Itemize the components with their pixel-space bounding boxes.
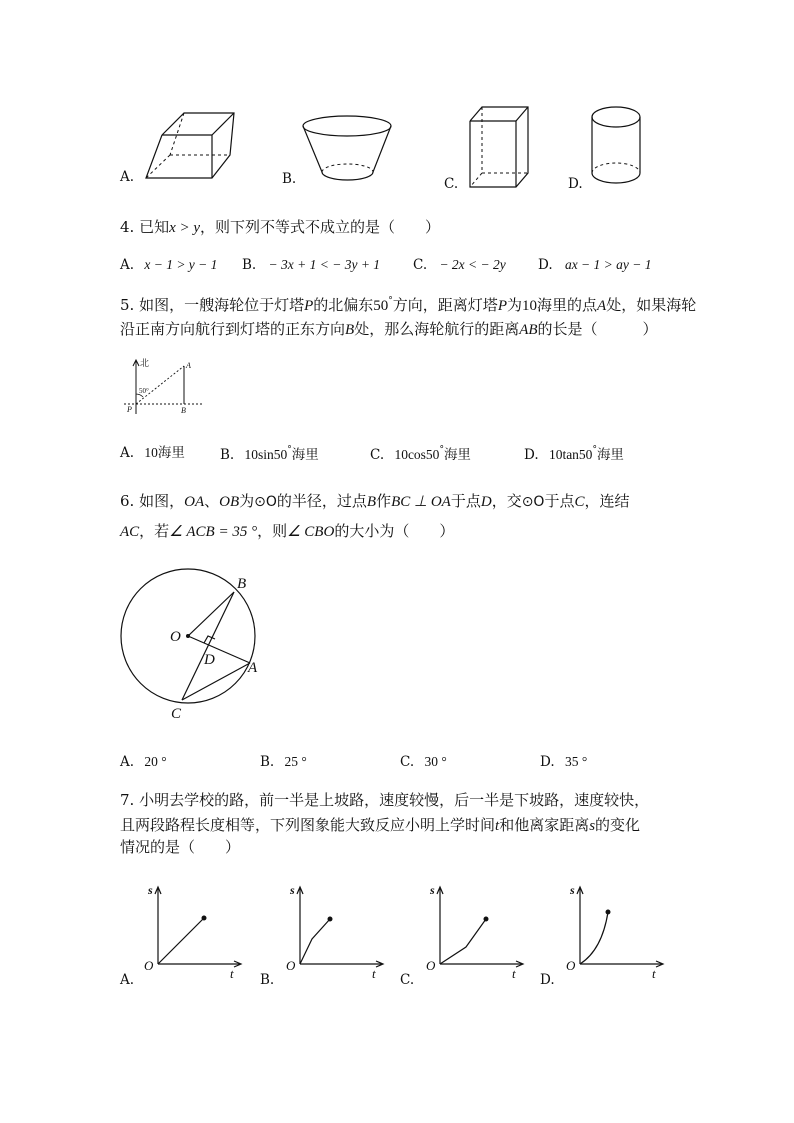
q7-graph-b-origin: O (286, 958, 296, 973)
q7-graph-d-origin: O (566, 958, 576, 973)
q6-text: 的大小为（ ） (334, 522, 455, 540)
q7-graph-d-x: t (652, 966, 656, 981)
q3-figure-d (590, 103, 650, 193)
q7-text: 且两段路程长度相等，下列图象能大致反应小明上学时间 (120, 816, 496, 834)
q6-stem-line1 (120, 494, 630, 510)
q6-option-b-value: 25 ° (284, 754, 307, 769)
q7-var-t: t (495, 818, 500, 834)
q5-option-a-expr: 10 (144, 445, 158, 460)
q7-graph-c-y: s (430, 883, 435, 897)
q7-graph-d (562, 884, 672, 984)
q5-option-c (370, 446, 471, 463)
q5-text: 海里的点 (537, 296, 598, 314)
q3-option-b-label: B. (282, 171, 297, 187)
q3-option-d-label: D. (568, 176, 583, 192)
q5-text: 的长是（ ） (537, 320, 658, 338)
q7-graph-a (140, 884, 250, 984)
q6-option-a-label: A. (120, 754, 135, 770)
q5-point-p: P (497, 298, 507, 314)
q7-stem-line2 (120, 818, 640, 834)
q5-point-b: B (345, 322, 355, 338)
q6-fig-o: O (170, 629, 181, 645)
q7-option-b-label: B. (260, 972, 275, 988)
q6-figure (112, 572, 272, 722)
q4-option-c-label: C. (413, 257, 428, 273)
q6-option-c-label: C. (400, 754, 415, 770)
q7-option-d-label: D. (540, 972, 555, 988)
q5-angle: 50 (373, 298, 389, 314)
q4-option-a-expr: x − 1 > y − 1 (144, 257, 218, 272)
q5-text: 为 (506, 296, 522, 314)
q6-option-d-label: D. (540, 754, 555, 770)
q3-option-a-label: A. (120, 169, 135, 185)
q5-option-a-label: A. (120, 445, 135, 461)
q5-distance: 10 (522, 298, 537, 314)
q6-option-a-value: 20 ° (144, 754, 167, 769)
q7-graph-a-x: t (230, 966, 234, 981)
q5-text: 的北偏东 (313, 296, 374, 314)
q7-graph-c-origin: O (426, 958, 436, 973)
q4-stem (120, 220, 440, 236)
q5-option-c-unit: 海里 (443, 447, 471, 463)
q5-option-b-degree: ° (287, 445, 292, 455)
q7-graph-a-origin: O (144, 958, 154, 973)
q6-perp: BC ⊥ OA (391, 494, 451, 510)
q5-option-d-degree: ° (592, 445, 597, 455)
q6-segment-ac: AC (120, 524, 140, 540)
q4-option-b-expr: − 3x + 1 < − 3y + 1 (268, 257, 381, 272)
q5-segment-ab: AB (519, 322, 538, 338)
q6-text: ，则 (257, 522, 288, 540)
q4-post: ，则下列不等式不成立的是（ ） (200, 218, 441, 236)
q4-option-c (413, 258, 506, 273)
q5-option-d-unit: 海里 (596, 447, 624, 463)
q7-graph-b-x: t (372, 966, 376, 981)
q6-option-d (540, 755, 587, 770)
q6-option-c (400, 755, 447, 770)
q4-option-a-label: A. (120, 257, 135, 273)
q7-option-a-label: A. (120, 972, 135, 988)
q4-option-d (538, 258, 652, 273)
q6-option-b-label: B. (260, 754, 275, 770)
q6-text: 为 (239, 492, 255, 510)
q6-text: 的半径，过点 (276, 492, 367, 510)
q6-text: 、 (204, 492, 220, 510)
q4-pre: 已知 (139, 218, 170, 236)
q6-point-d: D (480, 494, 492, 510)
q4-option-a (120, 258, 217, 273)
q4-number: 4. (120, 218, 135, 236)
q6-text: 于点 (450, 492, 481, 510)
q7-text: 小明去学校的路，前一半是上坡路，速度较慢，后一半是下坡路，速度较快， (139, 791, 650, 809)
q5-fig-p: P (127, 405, 132, 414)
q7-stem-line1 (120, 793, 649, 808)
q6-circle-o: ⊙O (254, 494, 277, 510)
q7-graph-d-y: s (570, 883, 575, 897)
q6-text: ，若 (139, 522, 170, 540)
q5-text: 方向，距离灯塔 (392, 296, 498, 314)
q6-text: 作 (376, 492, 392, 510)
q7-graph-c-x: t (512, 966, 516, 981)
q6-circle-o: ⊙O (521, 494, 545, 510)
q5-option-b-label: B. (220, 447, 235, 463)
q6-number: 6. (120, 492, 135, 510)
q7-graph-a-y: s (148, 883, 153, 897)
q6-fig-b: B (237, 576, 247, 592)
q4-option-d-label: D. (538, 257, 553, 273)
q4-option-c-expr: − 2x < − 2y (439, 257, 506, 272)
q6-fig-c: C (171, 706, 182, 722)
q7-text: 和他离家距离 (499, 816, 590, 834)
q4-option-d-expr: ax − 1 > ay − 1 (564, 257, 652, 272)
q6-stem-line2 (120, 524, 454, 540)
q6-angle-acb: ∠ ACB = 35 ° (169, 524, 258, 540)
q7-graph-c (422, 884, 532, 984)
q6-fig-a: A (248, 660, 258, 676)
q3-figure-c (466, 103, 536, 193)
q5-number: 5. (120, 296, 135, 314)
q6-option-b (260, 755, 307, 770)
q5-fig-angle: 50° (139, 387, 149, 395)
q6-angle-cbo: ∠ CBO (287, 524, 335, 540)
q6-point-c: C (574, 494, 585, 510)
q6-text: 于点 (544, 492, 575, 510)
q5-point-p: P (304, 298, 314, 314)
q4-given: x > y (169, 220, 201, 236)
q5-option-b (220, 446, 319, 463)
q5-text: 处，如果海轮 (606, 296, 697, 314)
q7-stem-line3 (120, 840, 240, 855)
q5-stem-line2 (120, 322, 658, 338)
q6-point-b: B (366, 494, 377, 510)
q4-option-b (242, 258, 380, 273)
q6-text: ，交 (491, 492, 522, 510)
q5-option-a-unit: 海里 (157, 445, 185, 461)
q5-point-a: A (597, 298, 607, 314)
q6-text: ，连结 (584, 492, 630, 510)
q7-graph-b-y: s (290, 883, 295, 897)
q5-text: 沿正南方向航行到灯塔的正东方向 (120, 320, 346, 338)
q5-option-a (120, 446, 185, 461)
q5-text: 处，那么海轮航行的距离 (354, 320, 520, 338)
q5-stem-line1 (120, 297, 696, 314)
q5-option-b-expr: 10sin50 (244, 447, 288, 462)
q7-option-c-label: C. (400, 972, 415, 988)
q4-option-b-label: B. (242, 257, 257, 273)
q5-figure (122, 356, 212, 426)
q5-fig-b: B (181, 406, 186, 415)
q6-segment-ob: OB (219, 494, 240, 510)
q6-option-a (120, 755, 167, 770)
q5-degree: ° (388, 296, 393, 306)
q6-text: 如图， (139, 492, 185, 510)
q5-fig-a: A (186, 361, 191, 370)
q6-option-d-value: 35 ° (564, 754, 588, 769)
q5-fig-north: 北 (140, 358, 150, 368)
q6-fig-d: D (204, 652, 215, 668)
q5-option-d (524, 446, 624, 463)
q5-text: 如图，一艘海轮位于灯塔 (139, 296, 305, 314)
q5-option-b-unit: 海里 (291, 447, 319, 463)
q7-number: 7. (120, 791, 135, 809)
q7-text: 的变化 (595, 816, 641, 834)
q7-var-s: s (589, 818, 596, 834)
q5-option-c-label: C. (370, 447, 385, 463)
q5-option-d-expr: 10tan50 (548, 447, 593, 462)
q6-segment-oa: OA (184, 494, 205, 510)
q3-option-c-label: C. (444, 176, 459, 192)
q7-text: 情况的是（ ） (120, 838, 241, 856)
q5-option-c-expr: 10cos50 (394, 447, 440, 462)
q5-option-d-label: D. (524, 447, 539, 463)
q7-graph-b (282, 884, 392, 984)
q6-option-c-value: 30 ° (424, 754, 447, 769)
q3-figure-a (142, 105, 252, 185)
q5-option-c-degree: ° (439, 445, 444, 455)
q3-figure-b (300, 108, 400, 188)
